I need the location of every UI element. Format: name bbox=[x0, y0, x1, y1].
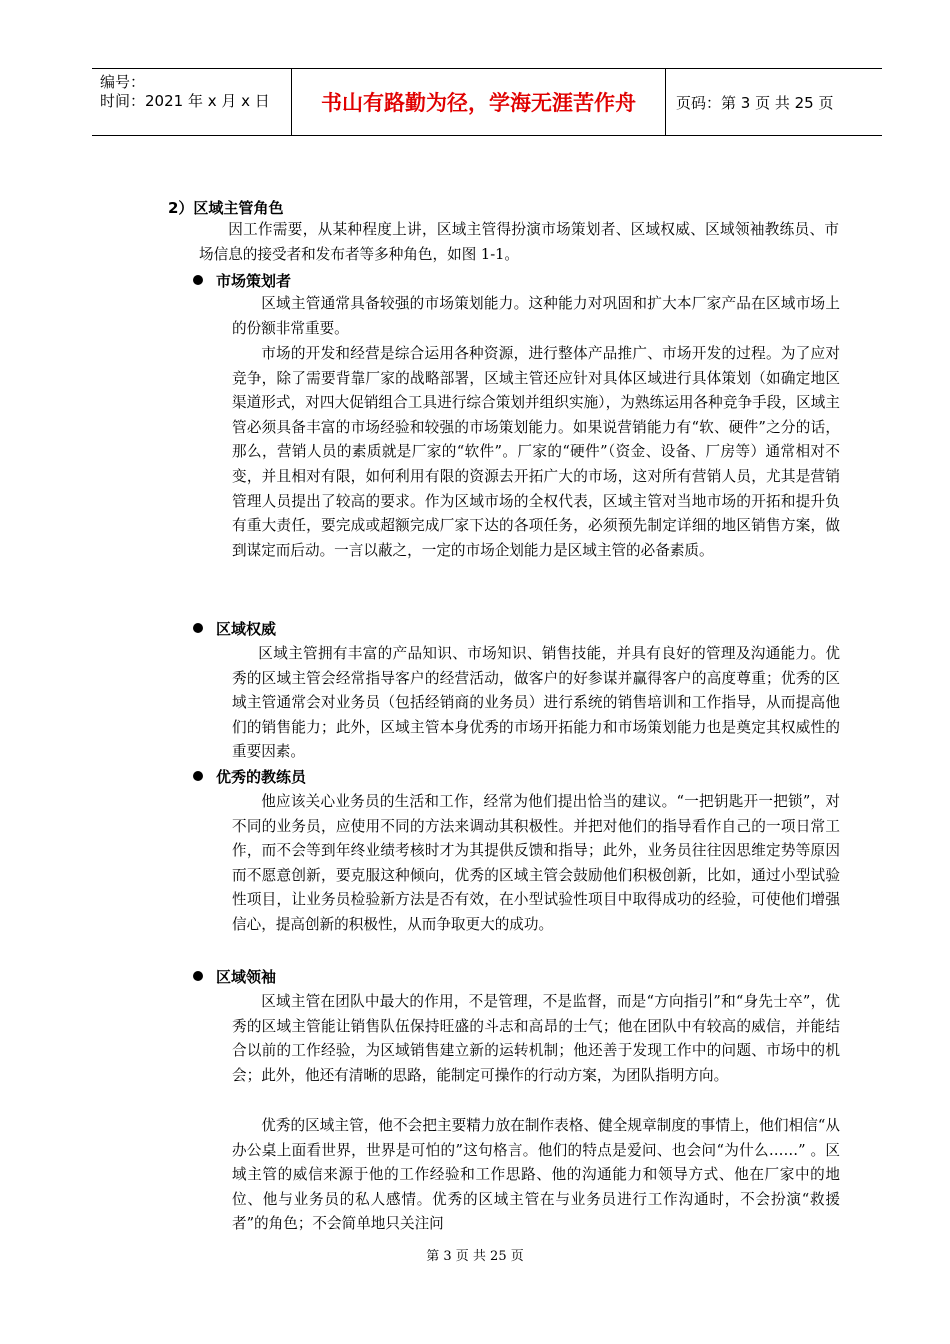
page-info-text: 页码：第 3 页 共 25 页 bbox=[676, 93, 834, 112]
bullet-regional-authority bbox=[193, 618, 276, 639]
paragraph: 市场的开发和经营是综合运用各种资源，进行整体产品推广、市场开发的过程。为了应对竞争，除了需要背靠厂家的战略部署，区域主管还应针对具体区域进行具体策划（如确定地区渠道形式，对四大促销组合工具进行综合策划并组织实施），为熟练运用各种竞争手段，区域主管必须具备丰富的市场经验和较强的市场策划能力。如果说营销能力有“软、硬件”之分的话，那么，营销人员的素质就是厂家的“软件”。厂家的“硬件”（资金、设备、厂房等）通常相对不变，并且相对有限，如何利用有限的资源去开拓广大的市场，这对所有营销人员，尤其是营销管理人员提出了较高的要求。作为区域市场的全权代表，区域主管对当地市场的开拓和提升负有重大责任，要完成或超额完成厂家下达的各项任务，必须预先制定详细的地区销售方案，做到谋定而后动。一言以蔽之，一定的市场企划能力是区域主管的必备素质。 bbox=[232, 345, 840, 559]
bullet-market-planner bbox=[193, 270, 291, 291]
bullet-dot-icon bbox=[193, 771, 203, 781]
page-footer: 第 3 页 共 25 页 bbox=[426, 1249, 524, 1264]
paragraph: 区域主管通常具备较强的市场策划能力。这种能力对巩固和扩大本厂家产品在区域市场上的份额非常重要。 bbox=[232, 295, 840, 337]
paragraph: 区域主管拥有丰富的产品知识、市场知识、销售技能，并具有良好的管理及沟通能力。优秀的区域主管会经常指导客户的经营活动，做客户的好参谋并赢得客户的高度尊重；优秀的区域主管通常会对业务员（包括经销商的业务员）进行系统的销售培训和工作指导，从而提高他们的销售能力；此外，区域主管本身优秀的市场开拓能力和市场策划能力也是奠定其权威性的重要因素。 bbox=[232, 645, 840, 761]
bullet-label: 区域领袖 bbox=[216, 968, 277, 986]
doc-number-label: 编号： bbox=[100, 73, 146, 91]
bullet-dot-icon bbox=[193, 971, 203, 981]
paragraph: 区域主管在团队中最大的作用，不是管理，不是监督，而是“方向指引”和“身先士卒”，优秀的区域主管能让销售队伍保持旺盛的斗志和高昂的士气；他在团队中有较高的威信，并能结合以前的工作经验，为区域销售建立新的运转机制；他还善于发现工作中的问题、市场中的机会；此外，他还有清晰的思路，能制定可操作的行动方案，为团队指明方向。 bbox=[232, 993, 840, 1084]
doc-time-label: 时间：2021 年 x 月 x 日 bbox=[100, 92, 270, 110]
header-motto bbox=[292, 69, 666, 135]
paragraph: 优秀的区域主管，他不会把主要精力放在制作表格、健全规章制度的事情上，他们相信“从办公桌上面看世界，世界是可怕的”这句格言。他们的特点是爱问、也会问“为什么……” 。区域主管的威信来源于他的工作经验和工作思路、他的沟通能力和领导方式、他在厂家中的地位、他与业务员的私人感情。优秀的区域主管在与业务员进行工作沟通时，不会扮演“救援者”的角色；不会简单地只关注问 bbox=[232, 1117, 840, 1233]
bullet-dot-icon bbox=[193, 275, 203, 285]
bullet-label: 优秀的教练员 bbox=[216, 768, 307, 786]
page-header bbox=[92, 68, 882, 136]
bullet-label: 市场策划者 bbox=[216, 272, 292, 290]
bullet-regional-leader bbox=[193, 966, 276, 987]
bullet-excellent-coach bbox=[193, 766, 306, 787]
section-intro: 因工作需要，从某种程度上讲，区域主管得扮演市场策划者、区域权威、区域领袖教练员、市场信息的接受者和发布者等多种角色，如图 1-1。 bbox=[199, 221, 839, 263]
paragraph: 他应该关心业务员的生活和工作，经常为他们提出恰当的建议。“一把钥匙开一把锁”，对不同的业务员，应使用不同的方法来调动其积极性。并把对他们的指导看作自己的一项日常工作，而不会等到年终业绩考核时才为其提供反馈和指导；此外，业务员往往因思维定势等原因而不愿意创新，要克服这种倾向，优秀的区域主管会鼓励他们积极创新，比如，通过小型试验性项目，让业务员检验新方法是否有效，在小型试验性项目中取得成功的经验，可使他们增强信心，提高创新的积极性，从而争取更大的成功。 bbox=[232, 793, 840, 933]
bullet-label: 区域权威 bbox=[216, 620, 277, 638]
header-page-info bbox=[666, 69, 882, 135]
motto-text: 书山有路勤为径，学海无涯苦作舟 bbox=[321, 91, 636, 115]
section-title: 2）区域主管角色 bbox=[168, 199, 284, 217]
header-meta bbox=[92, 69, 292, 135]
bullet-dot-icon bbox=[193, 623, 203, 633]
